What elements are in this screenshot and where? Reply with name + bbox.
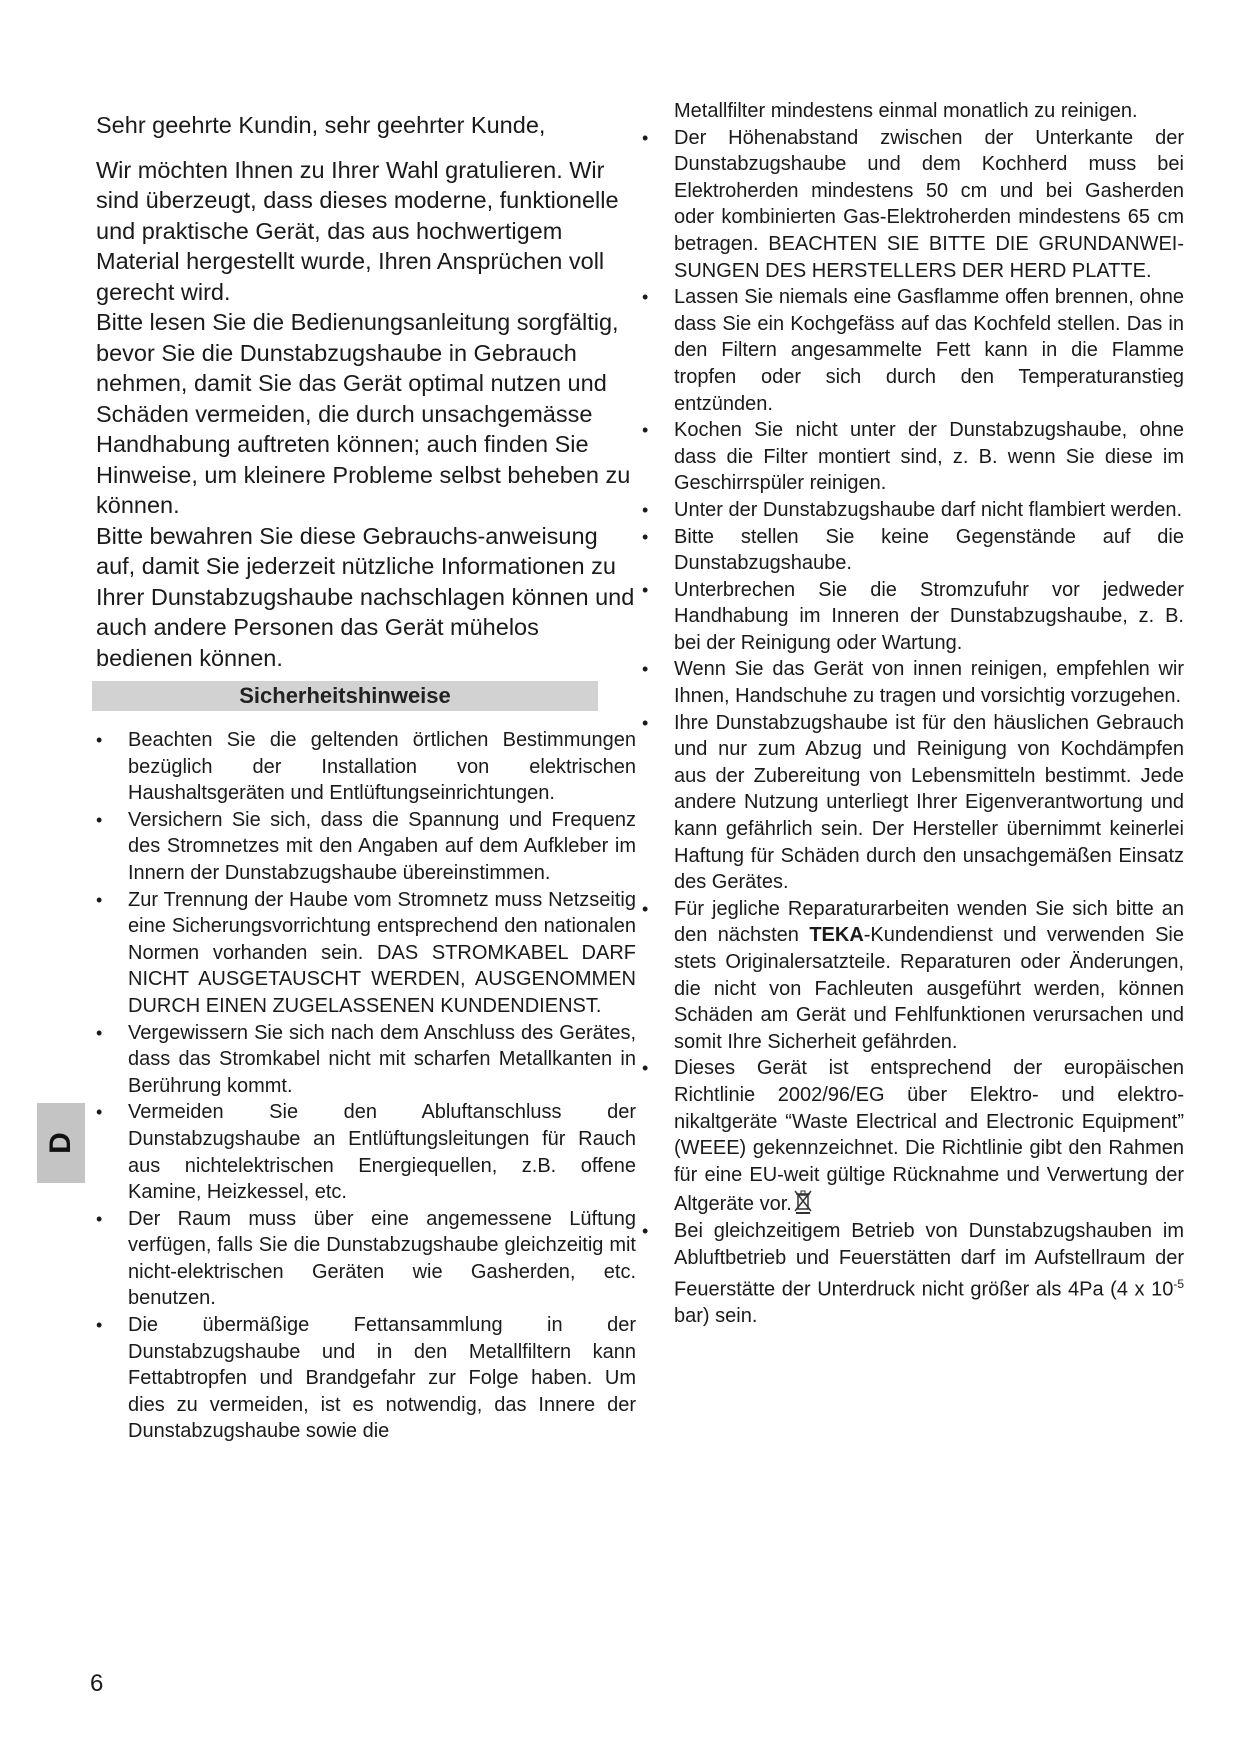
- list-item-weee: [674, 1055, 1184, 1218]
- greeting: Sehr geehrte Kundin, sehr geehrter Kunde,: [96, 112, 546, 138]
- weee-text: Dieses Gerät ist entsprechend der europäischen Richtlinie 2002/96/EG über Elektro- und elektro-nikaltgeräte “Waste Electrical and Electronic Equipment” (WEEE) gekennzeichnet. Die Richtlinie gibt den Rahmen für eine EU-weit gültige Rücknahme und Verwertung der Altgeräte vor.: [674, 1057, 1184, 1216]
- list-item: • Der Raum muss über eine angemessene Lüftung verfügen, falls Sie die Dunstabzugshaube gleichzeitig mit nicht-elektrischen Geräten wie Gasherden, etc. benutzen.: [96, 1206, 636, 1312]
- list-item: • Unter der Dunstabzugshaube darf nicht flambiert werden.: [674, 497, 1184, 524]
- teka-text-after: -Kundendienst und verwenden Sie stets Originalersatzteile. Reparaturen oder Änderungen, die nicht von Fachleuten ausgeführt werden, können Schäden am Gerät und Fehlfunktionen verursachen und somit Ihre Sicherheit gefährden.: [674, 924, 1185, 1053]
- continued-text: Metallfilter mindestens einmal monatlich zu reinigen.: [674, 100, 1138, 122]
- list-item: • Bitte stellen Sie keine Gegenstände auf die Dunstabzugshaube.: [674, 524, 1184, 577]
- list-item: • Unterbrechen Sie die Stromzufuhr vor jedweder Handhabung im Inneren der Dunstabzugshaube, z. B. bei der Reinigung oder Wartung.: [674, 577, 1184, 657]
- list-item: • Versichern Sie sich, dass die Spannung und Frequenz des Stromnetzes mit den Angaben auf dem Aufkleber im Innern der Dunstabzugshaube übereinstimmen.: [96, 807, 636, 887]
- page-number: 6: [90, 1670, 104, 1697]
- crossed-bin-icon: [794, 1188, 812, 1214]
- teka-text-before: Für jegliche Reparaturarbeiten wenden Sie sich bitte an den nächsten: [674, 897, 1184, 947]
- brand-name: TEKA: [809, 924, 864, 947]
- left-column: [96, 110, 636, 1445]
- language-tab: [37, 1103, 85, 1183]
- list-item: • Zur Trennung der Haube vom Stromnetz muss Netzseitig eine Sicherungsvorrichtung entsprechend den nationalen Normen vorhanden sein. DAS STROMKABEL DARF NICHT AUSGETAUSCHT WERDEN, AUSGENOMMEN DURCH EINEN ZUGELASSENEN KUNDENDIENST.: [96, 887, 636, 1020]
- list-item: • Die übermäßige Fettansammlung in der Dunstabzugshaube und in den Metallfiltern kann Fettabtropfen und Brandgefahr zur Folge haben. Um dies zu vermeiden, ist es notwendig, das Innere der Dunstabzugshaube sowie die: [96, 1312, 636, 1445]
- pressure-text: Bei gleichzeitigem Betrieb von Dunstabzugshauben im Abluftbetrieb und Feuerstätten darf im Aufstellraum der Feuerstätte der Unterdruck nicht größer als 4Pa (4 x 10: [674, 1219, 1184, 1301]
- language-tab-label: D: [44, 1132, 77, 1154]
- safety-list-left: [96, 727, 636, 1445]
- list-item: • Beachten Sie die geltenden örtlichen Bestimmungen bezüglich der Installation von elektrischen Haushaltsgeräten und Entlüftungseinrichtungen.: [96, 727, 636, 807]
- intro-paragraph: Wir möchten Ihnen zu Ihrer Wahl gratulieren. Wir sind überzeugt, dass dieses moderne, funktionelle und praktische Gerät, das aus hochwertigem Material hergestellt wurde, Ihren Ansprüchen voll gerecht wird.: [96, 156, 619, 305]
- list-item: • Wenn Sie das Gerät von innen reinigen, empfehlen wir Ihnen, Handschuhe zu tragen und vorsichtig vorzugehen.: [674, 656, 1184, 709]
- list-item: • Der Höhenabstand zwischen der Unterkante der Dunstabzugshaube und dem Kochherd muss bei Elektroherden mindestens 50 cm und bei Gasherden oder kombinierten Gas-Elektroherden mindestens 65 cm betragen. BEACHTEN SIE BITTE DIE GRUNDANWEI-SUNGEN DES HERSTELLERS DER HERD PLATTE.: [674, 125, 1184, 285]
- section-heading: Sicherheitshinweise: [92, 681, 598, 711]
- list-item-pressure: [674, 1218, 1184, 1330]
- list-item: • Lassen Sie niemals eine Gasflamme offen brennen, ohne dass Sie ein Kochgefäss auf das Kochfeld stellen. Das in den Filtern angesammelte Fett kann in die Flamme tropfen oder sich durch den Temperaturanstieg entzünden.: [674, 284, 1184, 417]
- list-item: • Ihre Dunstabzugshaube ist für den häuslichen Gebrauch und nur zum Abzug und Reinigung von Kochdämpfen aus der Zubereitung von Lebensmitteln bestimmt. Jede andere Nutzung unterliegt Ihrer Eigenverantwortung und kann gefährlich sein. Der Hersteller übernimmt keinerlei Haftung für Schäden durch den unsachgemäßen Einsatz des Gerätes.: [674, 710, 1184, 896]
- intro-paragraph: Bitte lesen Sie die Bedienungsanleitung sorgfältig, bevor Sie die Dunstabzugshaube in Gebrauch nehmen, damit Sie das Gerät optimal nutzen und Schäden vermeiden, die durch unsachgemässe Handhabung auftreten können; auch finden Sie Hinweise, um kleinere Probleme selbst beheben zu können.: [96, 309, 631, 518]
- list-item: • Vermeiden Sie den Abluftanschluss der Dunstabzugshaube an Entlüftungsleitungen für Rauch aus nichtelektrischen Energiequellen, z.B. offene Kamine, Heizkessel, etc.: [96, 1099, 636, 1205]
- safety-list-right: [674, 125, 1184, 1330]
- intro-paragraph: Bitte bewahren Sie diese Gebrauchs-anweisung auf, damit Sie jederzeit nützliche Informationen zu Ihrer Dunstabzugshaube nachschlagen können und auch andere Personen das Gerät mühelos bedienen können.: [96, 522, 635, 671]
- intro: [96, 110, 636, 673]
- pressure-tail: bar) sein.: [674, 1305, 758, 1328]
- right-column: [674, 98, 1184, 1330]
- list-item: • Kochen Sie nicht unter der Dunstabzugshaube, ohne dass die Filter montiert sind, z. B. wenn Sie diese im Geschirrspüler reinigen.: [674, 417, 1184, 497]
- exponent: -5: [1173, 1277, 1184, 1292]
- list-item-teka: [674, 896, 1184, 1056]
- list-item: • Vergewissern Sie sich nach dem Anschluss des Gerätes, dass das Stromkabel nicht mit scharfen Metallkanten in Berührung kommt.: [96, 1020, 636, 1100]
